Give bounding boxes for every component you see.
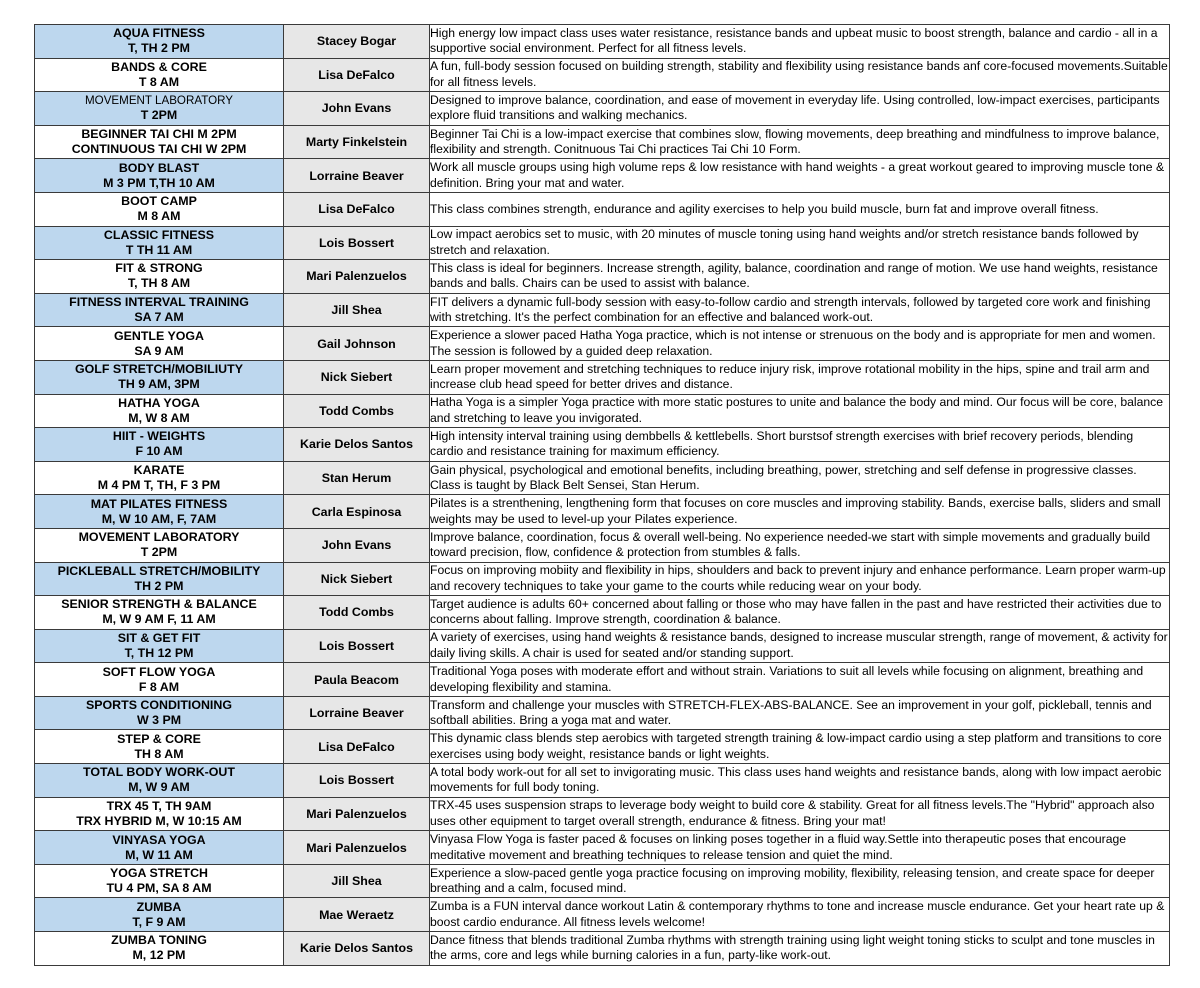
- class-time: F 8 AM: [138, 679, 180, 694]
- instructor-name: Lisa DeFalco: [284, 730, 430, 764]
- class-cell: [35, 394, 284, 428]
- class-cell: [35, 495, 284, 529]
- instructor-name: Mari Palenzuelos: [284, 260, 430, 294]
- class-description: Focus on improving mobiity and flexibility in hips, shoulders and back to prevent injury and enhance performance. Learn proper warm-up and recovery techniques to take your game to the courts while reducing wear on your body.: [430, 562, 1170, 596]
- table-row: [35, 360, 1170, 394]
- instructor-name: John Evans: [284, 528, 430, 562]
- class-time: TRX HYBRID M, W 10:15 AM: [76, 813, 242, 828]
- instructor-name: Jill Shea: [284, 293, 430, 327]
- class-cell: [35, 92, 284, 126]
- class-time: T 2PM: [140, 108, 178, 123]
- instructor-name: Mari Palenzuelos: [284, 831, 430, 865]
- class-name: SPORTS CONDITIONING: [86, 698, 232, 713]
- class-description: Dance fitness that blends traditional Zumba rhythms with strength training using light weight toning sticks to sculpt and tone muscles in the arms, core and legs while burning calories in a fun, party-like work-out.: [430, 932, 1170, 966]
- class-description: This class is ideal for beginners. Increase strength, agility, balance, coordination and range of motion. We use hand weights, resistance bands and balls. Chairs can be used to assist with balance.: [430, 260, 1170, 294]
- class-cell: [35, 797, 284, 831]
- instructor-name: Paula Beacom: [284, 663, 430, 697]
- class-cell: [35, 831, 284, 865]
- class-time: TU 4 PM, SA 8 AM: [106, 881, 212, 896]
- class-description: Designed to improve balance, coordination, and ease of movement in everyday life. Using controlled, low-impact exercises, participants explore fluid transitions and walking mechanics.: [430, 92, 1170, 126]
- class-cell: [35, 898, 284, 932]
- instructor-name: Lisa DeFalco: [284, 192, 430, 226]
- class-cell: [35, 764, 284, 798]
- class-cell: [35, 125, 284, 159]
- class-time: TH 9 AM, 3PM: [118, 377, 200, 392]
- class-cell: [35, 562, 284, 596]
- class-cell: [35, 696, 284, 730]
- class-time: M, 12 PM: [132, 948, 186, 963]
- instructor-name: John Evans: [284, 92, 430, 126]
- class-name: SOFT FLOW YOGA: [102, 664, 216, 679]
- instructor-name: Jill Shea: [284, 864, 430, 898]
- instructor-name: Todd Combs: [284, 394, 430, 428]
- class-time: SA 7 AM: [134, 310, 184, 325]
- class-description: This class combines strength, endurance and agility exercises to help you build muscle, burn fat and improve overall fitness.: [430, 192, 1170, 226]
- table-row: [35, 562, 1170, 596]
- table-row: [35, 764, 1170, 798]
- class-cell: [35, 226, 284, 260]
- class-time: T, TH 2 PM: [128, 41, 190, 56]
- class-time: M 8 AM: [137, 209, 181, 224]
- class-name: BANDS & CORE: [111, 59, 207, 74]
- class-name: TRX 45 T, TH 9AM: [106, 798, 212, 813]
- class-cell: [35, 864, 284, 898]
- class-cell: [35, 596, 284, 630]
- class-name: STEP & CORE: [117, 731, 201, 746]
- class-description: Improve balance, coordination, focus & overall well-being. No experience needed-we start with simple movements and gradually build toward precision, flow, confidence & protection from stumbles & falls.: [430, 528, 1170, 562]
- table-row: [35, 428, 1170, 462]
- class-name: ZUMBA TONING: [111, 933, 207, 948]
- class-name: SENIOR STRENGTH & BALANCE: [61, 597, 257, 612]
- class-name: CLASSIC FITNESS: [103, 227, 215, 242]
- class-name: AQUA FITNESS: [113, 26, 205, 41]
- class-cell: [35, 461, 284, 495]
- instructor-name: Stacey Bogar: [284, 25, 430, 59]
- class-name: GOLF STRETCH/MOBILIUTY: [75, 362, 243, 377]
- class-schedule-table: [34, 24, 1170, 966]
- class-description: A fun, full-body session focused on building strength, stability and flexibility using resistance bands anf core-focused movements.Suitable for all fitness levels.: [430, 58, 1170, 92]
- class-description: A variety of exercises, using hand weights & resistance bands, designed to increase muscular strength, range of movement, & activity for daily living skills. A chair is used for seated and/or standing support.: [430, 629, 1170, 663]
- table-row: [35, 831, 1170, 865]
- class-time: T 2PM: [140, 545, 178, 560]
- table-row: [35, 394, 1170, 428]
- class-cell: [35, 428, 284, 462]
- class-name: ZUMBA: [136, 899, 182, 914]
- class-name: FITNESS INTERVAL TRAINING: [69, 295, 249, 310]
- class-time: M, W 11 AM: [125, 847, 193, 862]
- class-name: MOVEMENT LABORATORY: [78, 530, 240, 545]
- class-name: HIIT - WEIGHTS: [112, 429, 206, 444]
- instructor-name: Stan Herum: [284, 461, 430, 495]
- class-cell: [35, 730, 284, 764]
- table-row: [35, 696, 1170, 730]
- table-row: [35, 293, 1170, 327]
- class-description: Work all muscle groups using high volume reps & low resistance with hand weights - a great workout geared to improving muscle tone & definition. Bring your mat and water.: [430, 159, 1170, 193]
- class-time: T TH 11 AM: [125, 242, 193, 257]
- class-description: Beginner Tai Chi is a low-impact exercise that combines slow, flowing movements, deep breathing and mindfulness to improve balance, flexibility and strength. Conitnuous Tai Chi practices Tai Chi 10 Form.: [430, 125, 1170, 159]
- class-description: FIT delivers a dynamic full-body session with easy-to-follow cardio and strength intervals, followed by targeted core work and finishing with stretching. It's the perfect combination for an effective and balanced work-out.: [430, 293, 1170, 327]
- class-name: SIT & GET FIT: [117, 630, 201, 645]
- class-name: BODY BLAST: [118, 160, 200, 175]
- class-description: Gain physical, psychological and emotional benefits, including breathing, power, stretching and self defense in progressive classes. Class is taught by Black Belt Sensei, Stan Herum.: [430, 461, 1170, 495]
- class-name: PICKLEBALL STRETCH/MOBILITY: [57, 563, 261, 578]
- class-time: M, W 10 AM, F, 7AM: [101, 511, 217, 526]
- class-time: F 10 AM: [135, 444, 183, 459]
- class-name: HATHA YOGA: [118, 395, 200, 410]
- class-cell: [35, 327, 284, 361]
- class-description: Traditional Yoga poses with moderate effort and without strain. Variations to suit all levels while focusing on alignment, breathing and developing flexibility and stamina.: [430, 663, 1170, 697]
- class-name: BEGINNER TAI CHI M 2PM: [81, 127, 237, 142]
- class-cell: [35, 528, 284, 562]
- class-name: BOOT CAMP: [121, 194, 197, 209]
- instructor-name: Karie Delos Santos: [284, 932, 430, 966]
- class-time: SA 9 AM: [134, 343, 184, 358]
- class-time: TH 8 AM: [134, 746, 184, 761]
- class-time: CONTINUOUS TAI CHI W 2PM: [71, 142, 247, 157]
- table-row: [35, 159, 1170, 193]
- class-description: Experience a slow-paced gentle yoga practice focusing on improving mobility, flexibility, releasing tension, and create space for deeper breathing and a calm, focused mind.: [430, 864, 1170, 898]
- class-cell: [35, 260, 284, 294]
- class-cell: [35, 159, 284, 193]
- table-row: [35, 629, 1170, 663]
- table-row: [35, 260, 1170, 294]
- instructor-name: Karie Delos Santos: [284, 428, 430, 462]
- table-row: [35, 327, 1170, 361]
- instructor-name: Carla Espinosa: [284, 495, 430, 529]
- class-description: Learn proper movement and stretching techniques to reduce injury risk, improve rotational mobility in the hips, spine and trail arm and increase club head speed for better drives and distance.: [430, 360, 1170, 394]
- class-description: Hatha Yoga is a simpler Yoga practice with more static postures to unite and balance the body and mind. Our focus will be core, balance and stretching to leave you invigorated.: [430, 394, 1170, 428]
- instructor-name: Marty Finkelstein: [284, 125, 430, 159]
- table-row: [35, 864, 1170, 898]
- class-description: A total body work-out for all set to invigorating music. This class uses hand weights and resistance bands, along with low impact aerobic movements for full body toning.: [430, 764, 1170, 798]
- table-row: [35, 663, 1170, 697]
- table-row: [35, 495, 1170, 529]
- table-row: [35, 92, 1170, 126]
- schedule-body: [35, 25, 1170, 966]
- instructor-name: Nick Siebert: [284, 360, 430, 394]
- instructor-name: Lisa DeFalco: [284, 58, 430, 92]
- class-cell: [35, 360, 284, 394]
- class-description: Low impact aerobics set to music, with 20 minutes of muscle toning using hand weights and/or stretch resistance bands followed by stretch and relaxation.: [430, 226, 1170, 260]
- class-name: KARATE: [133, 463, 185, 478]
- class-description: Pilates is a strenthening, lengthening form that focuses on core muscles and improving stability. Bands, exercise balls, sliders and small weights may be used to level-up your Pilates experience.: [430, 495, 1170, 529]
- class-name: TOTAL BODY WORK-OUT: [83, 765, 235, 780]
- table-row: [35, 226, 1170, 260]
- table-row: [35, 125, 1170, 159]
- class-time: T 8 AM: [138, 74, 180, 89]
- instructor-name: Lois Bossert: [284, 226, 430, 260]
- class-description: Experience a slower paced Hatha Yoga practice, which is not intense or strenuous on the body and is appropriate for men and women. The session is followed by a guided deep relaxation.: [430, 327, 1170, 361]
- class-time: T, TH 12 PM: [124, 645, 194, 660]
- instructor-name: Mari Palenzuelos: [284, 797, 430, 831]
- table-row: [35, 461, 1170, 495]
- class-name: FIT & STRONG: [115, 261, 203, 276]
- instructor-name: Lois Bossert: [284, 764, 430, 798]
- class-name: GENTLE YOGA: [114, 328, 204, 343]
- class-time: T, TH 8 AM: [127, 276, 191, 291]
- class-cell: [35, 25, 284, 59]
- class-name: MAT PILATES FITNESS: [90, 496, 228, 511]
- class-description: Zumba is a FUN interval dance workout Latin & contemporary rhythms to tone and increase muscle endurance. Get your heart rate up & boost cardio endurance. All fitness levels welcome!: [430, 898, 1170, 932]
- instructor-name: Nick Siebert: [284, 562, 430, 596]
- class-name: YOGA STRETCH: [110, 866, 208, 881]
- class-time: M 3 PM T,TH 10 AM: [103, 175, 215, 190]
- class-cell: [35, 629, 284, 663]
- table-row: [35, 58, 1170, 92]
- table-row: [35, 730, 1170, 764]
- class-cell: [35, 932, 284, 966]
- table-row: [35, 596, 1170, 630]
- class-time: M, W 9 AM F, 11 AM: [102, 612, 216, 627]
- table-row: [35, 932, 1170, 966]
- class-name: VINYASA YOGA: [112, 832, 206, 847]
- table-row: [35, 797, 1170, 831]
- instructor-name: Gail Johnson: [284, 327, 430, 361]
- class-time: M, W 9 AM: [128, 780, 190, 795]
- class-cell: [35, 58, 284, 92]
- instructor-name: Lorraine Beaver: [284, 159, 430, 193]
- class-name: MOVEMENT LABORATORY: [85, 94, 233, 108]
- class-description: Target audience is adults 60+ concerned about falling or those who may have fallen in the past and have restricted their activities due to concerns about falling. Improve strength, coordination & balance.: [430, 596, 1170, 630]
- class-time: W 3 PM: [136, 713, 182, 728]
- instructor-name: Lorraine Beaver: [284, 696, 430, 730]
- class-time: T, F 9 AM: [132, 914, 186, 929]
- instructor-name: Mae Weraetz: [284, 898, 430, 932]
- class-cell: [35, 293, 284, 327]
- instructor-name: Lois Bossert: [284, 629, 430, 663]
- class-cell: [35, 663, 284, 697]
- class-time: M, W 8 AM: [128, 410, 190, 425]
- class-description: TRX-45 uses suspension straps to leverage body weight to build core & stability. Great for all fitness levels.The "Hybrid" approach also uses other equipment to target overall strength, endurance & fitness. Bring your mat!: [430, 797, 1170, 831]
- table-row: [35, 898, 1170, 932]
- table-row: [35, 25, 1170, 59]
- class-description: High intensity interval training using dembbells & kettlebells. Short burstsof strength exercises with brief recovery periods, blending cardio and resistance training for maximum efficiency.: [430, 428, 1170, 462]
- instructor-name: Todd Combs: [284, 596, 430, 630]
- class-cell: [35, 192, 284, 226]
- class-description: High energy low impact class uses water resistance, resistance bands and upbeat music to boost strength, balance and cardio - all in a supportive social environment. Perfect for all fitness levels.: [430, 25, 1170, 59]
- table-row: [35, 528, 1170, 562]
- class-time: TH 2 PM: [134, 578, 184, 593]
- class-description: This dynamic class blends step aerobics with targeted strength training & low-impact cardio using a step platform and transitions to core exercises using body weight, resistance bands or light weights.: [430, 730, 1170, 764]
- class-description: Vinyasa Flow Yoga is faster paced & focuses on linking poses together in a fluid way.Settle into therapeutic poses that encourage meditative movement and breathing techniques to release tension and quiet the mind.: [430, 831, 1170, 865]
- class-description: Transform and challenge your muscles with STRETCH-FLEX-ABS-BALANCE. See an improvement in your golf, pickleball, tennis and softball abilities. Bring a yoga mat and water.: [430, 696, 1170, 730]
- table-row: [35, 192, 1170, 226]
- class-time: M 4 PM T, TH, F 3 PM: [97, 478, 221, 493]
